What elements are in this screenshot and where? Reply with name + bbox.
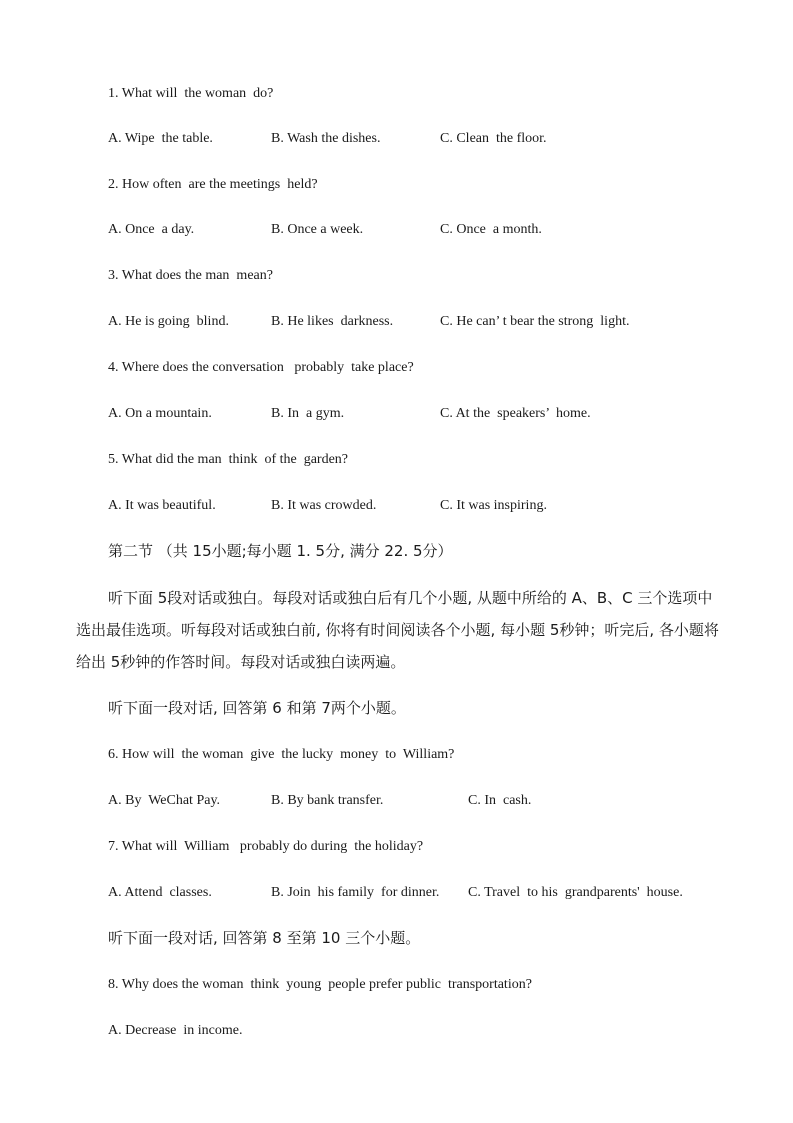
question-3-option-b: B. He likes darkness. [271,314,394,329]
section-2-instructions: 听下面 5段对话或独白。每段对话或独白后有几个小题, 从题中所给的 A、B、C 三个选项中选出最佳选项。听每段对话或独白前, 你将有时间阅读各个小题, 每小题 5秒钟；听完后, 各小题将给出 5秒钟的作答时间。每段对话或独白读两遍。 [76,589,719,671]
question-2-option-b: B. Once a week. [271,222,364,237]
question-5-option-c: C. It was inspiring. [440,498,547,513]
section-2-heading: 第二节 （共 15小题;每小题 1. 5分, 满分 22. 5分） [108,542,453,560]
question-4-option-a: A. On a mountain. [108,406,212,421]
question-7-option-b: B. Join his family for dinner. [271,885,440,900]
question-1-option-b: B. Wash the dishes. [271,131,381,146]
question-3-option-c: C. He can’ t bear the strong light. [440,314,630,329]
question-5-stem: 5. What did the man think of the garden? [108,452,349,467]
question-4-option-b: B. In a gym. [271,406,345,421]
question-4-stem: 4. Where does the conversation probably take place? [108,360,414,375]
question-3-option-a: A. He is going blind. [108,314,229,329]
question-1-option-c: C. Clean the floor. [440,131,547,146]
question-4-option-c: C. At the speakers’ home. [440,406,591,421]
question-6-option-a: A. By WeChat Pay. [108,793,221,808]
question-2-option-c: C. Once a month. [440,222,542,237]
question-2-option-a: A. Once a day. [108,222,195,237]
question-1-stem: 1. What will the woman do? [108,86,274,101]
question-6-stem: 6. How will the woman give the lucky money to William? [108,747,455,762]
question-8-stem: 8. Why does the woman think young people prefer public transportation? [108,977,532,992]
question-7-stem: 7. What will William probably do during the holiday? [108,839,424,854]
question-2-stem: 2. How often are the meetings held? [108,177,318,192]
question-6-option-c: C. In cash. [468,793,532,808]
question-3-stem: 3. What does the man mean? [108,268,273,283]
question-5-option-a: A. It was beautiful. [108,498,216,513]
question-7-option-a: A. Attend classes. [108,885,212,900]
question-5-option-b: B. It was crowded. [271,498,377,513]
question-6-option-b: B. By bank transfer. [271,793,384,808]
dialogue-1-prompt: 听下面一段对话, 回答第 6 和第 7两个小题。 [108,699,406,717]
dialogue-2-prompt: 听下面一段对话, 回答第 8 至第 10 三个小题。 [108,929,421,947]
question-1-option-a: A. Wipe the table. [108,131,213,146]
question-8-option-a: A. Decrease in income. [108,1023,243,1038]
question-7-option-c: C. Travel to his grandparents' house. [468,885,683,900]
